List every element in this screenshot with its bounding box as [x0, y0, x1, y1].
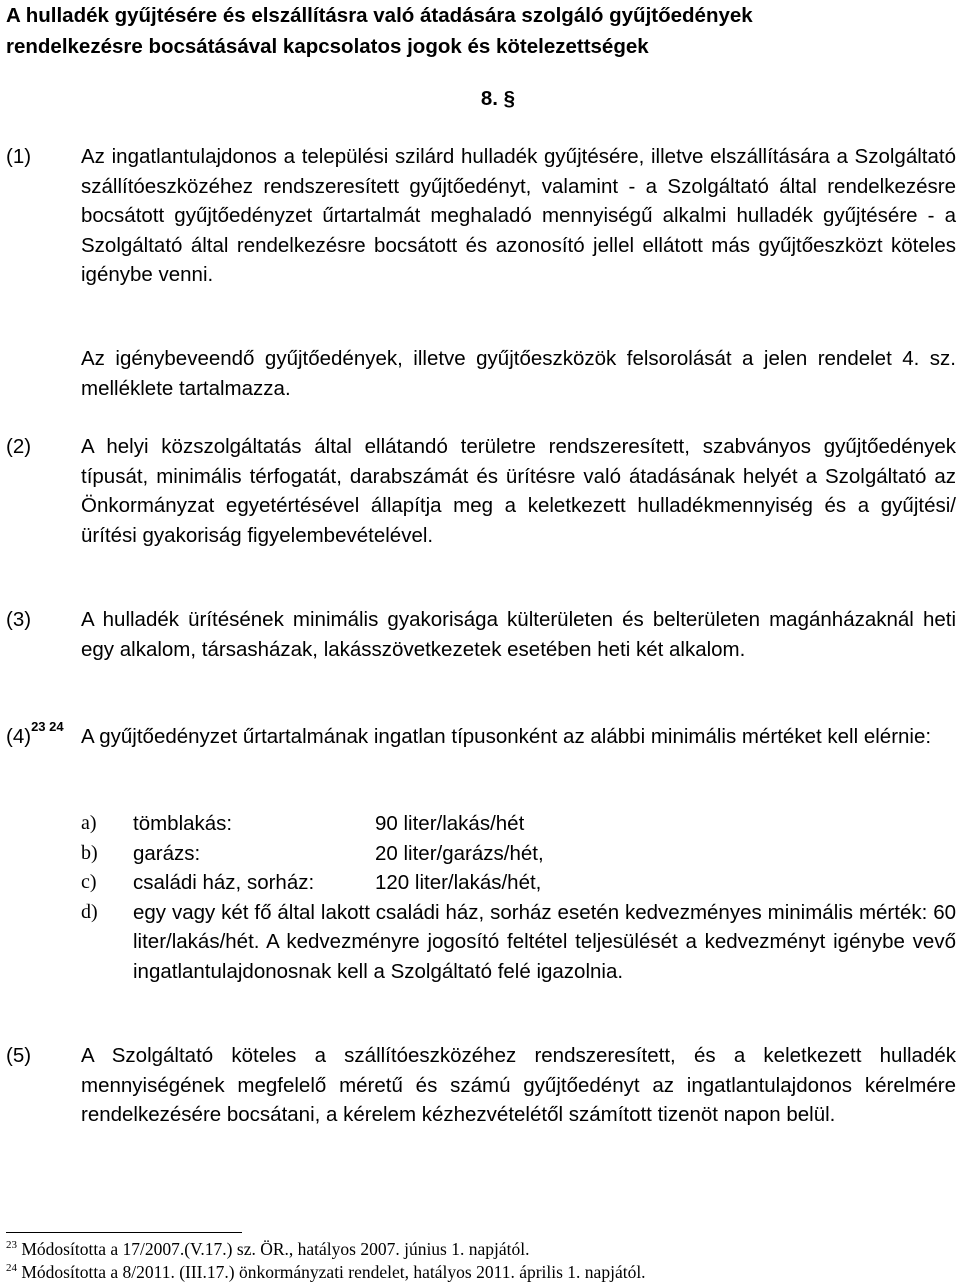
paragraph-2-text: A helyi közszolgáltatás által ellátandó területre rendszeresített, szabványos gyűjtőedények típusát, minimális térfogatát, darabszámát és ürítésre való átadásának helyét a Szolgáltató az Önkormányzat egyetértésével állapítja meg a keletkezett hulladékmennyiség és a gyűjtési/ürítési gyakoriság figyelembevételével. — [81, 435, 956, 547]
footnote-separator — [6, 1232, 242, 1233]
paragraph-number-2: (2) — [6, 435, 32, 458]
footnote-23 — [6, 1238, 956, 1261]
footnote-mark: 24 — [6, 1262, 17, 1275]
list-item-letter: c) — [81, 871, 97, 893]
document-title — [6, 0, 956, 62]
list-item-label: tömblakás: — [133, 812, 233, 835]
footnote-text: Módosította a 17/2007.(V.17.) sz. ÖR., hatályos 2007. június 1. napjától. — [21, 1239, 530, 1259]
title-line-1: A hulladék gyűjtésére és elszállításra való átadására szolgáló gyűjtőedények — [6, 4, 753, 27]
paragraph-number-4 — [6, 719, 64, 752]
list-item-value: 90 liter/lakás/hét — [375, 812, 525, 835]
paragraph-1-text: Az ingatlantulajdonos a települési szilárd hulladék gyűjtésére, illetve elszállítására a Szolgáltató szállítóeszközéhez rendszeresített gyűjtőedényt, valamint - a Szolgáltató által rendelkezésre bocsátott gyűjtőedényzet űrtartalmát meghaladó mennyiségű alkalmi hulladék gyűjtésére - a Szolgáltató által rendelkezésre bocsátott és azonosító jellel ellátott más gyűjtőeszközt köteles igénybe venni. — [81, 145, 956, 286]
paragraph-4-text: A gyűjtőedényzet űrtartalmának ingatlan típusonként az alábbi minimális mértéket kell elérnie: — [81, 725, 932, 748]
paragraph-number-5: (5) — [6, 1044, 32, 1067]
paragraph-5-text: A Szolgáltató köteles a szállítóeszközéhez rendszeresített, és a keletkezett hulladék mennyiségének megfelelő méretű és számú gyűjtőedényt az ingatlantulajdonos kérelmére rendelkezésére bocsátani, a kérelem kézhezvételétől számított tizenöt napon belül. — [81, 1044, 956, 1126]
list-item-letter: d) — [81, 900, 98, 923]
footnote-references: 23 24 — [31, 719, 64, 735]
list-item-text: egy vagy két fő által lakott családi ház, sorház esetén kedvezményes minimális mérték: 60 liter/lakás/hét. A kedvezményre jogosító feltétel teljesülését a kedvezményt igénybe vevő ingatlantulajdonosnak kell a Szolgáltató felé igazolnia. — [133, 900, 956, 983]
list-item — [81, 868, 956, 898]
list-item-letter: a) — [81, 812, 97, 834]
paragraph-4-num: (4) — [6, 725, 32, 748]
list-item — [81, 898, 956, 1016]
title-line-2: rendelkezésre bocsátásával kapcsolatos jogok és kötelezettségek — [6, 35, 649, 58]
footnote-text: Módosította a 8/2011. (III.17.) önkormányzati rendelet, hatályos 2011. április 1. napjától. — [21, 1262, 646, 1282]
footnote-24 — [6, 1261, 956, 1284]
list-item-label: garázs: — [133, 841, 201, 865]
list-item-value: 20 liter/garázs/hét, — [375, 841, 544, 865]
list-item-letter: b) — [81, 841, 98, 864]
section-heading: 8. § — [480, 87, 516, 110]
paragraph-3-text: A hulladék ürítésének minimális gyakorisága külterületen és belterületen magánházaknál heti egy alkalom, társasházak, lakásszövetkezetek esetében heti két alkalom. — [81, 608, 956, 661]
paragraph-number-3: (3) — [6, 608, 32, 631]
list-item-label: családi ház, sorház: — [133, 871, 315, 894]
paragraph-number-1: (1) — [6, 145, 32, 168]
list-item — [81, 839, 956, 869]
paragraph-1-text-2: Az igénybeveendő gyűjtőedények, illetve gyűjtőeszközök felsorolását a jelen rendelet 4. sz. melléklete tartalmazza. — [81, 347, 956, 400]
list-item — [81, 809, 956, 839]
list-item-value: 120 liter/lakás/hét, — [375, 871, 542, 894]
minimum-volume-list — [81, 809, 956, 1016]
footnote-mark: 23 — [6, 1239, 17, 1252]
